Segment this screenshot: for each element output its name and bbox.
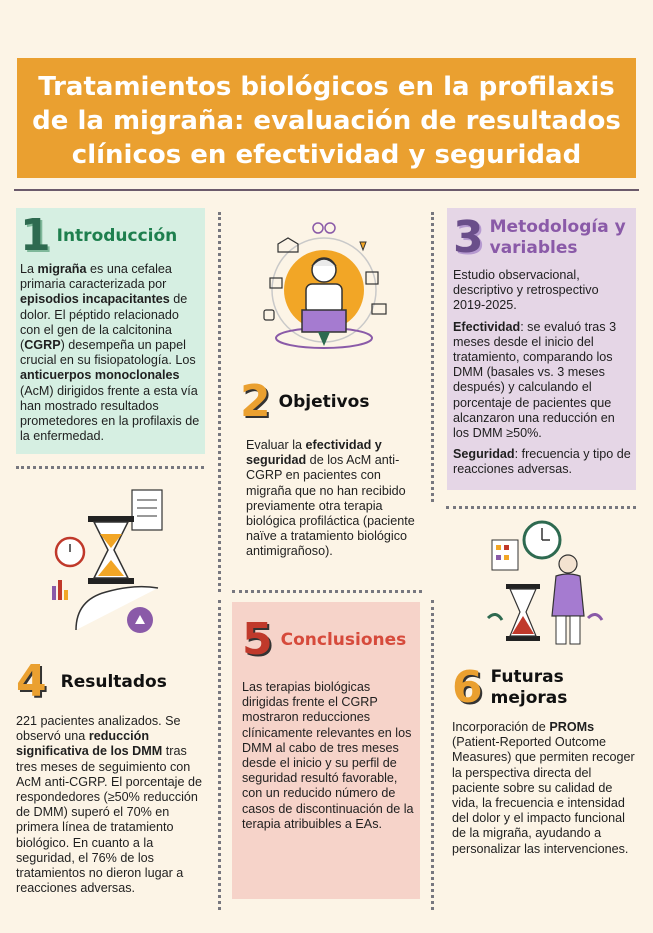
section-heading-metodologia: Metodología y variables [489, 217, 626, 258]
section-text-metodologia [453, 268, 631, 478]
text-segment: Estudio observacional, descriptivo y retrospectivo 2019-2025. [453, 268, 599, 313]
divider-vertical-left-bottom [218, 600, 221, 910]
text-segment: : se evaluó tras 3 meses desde el inicio del tratamiento, comparando los DMM (basales vs. 3 meses después) y calculando el porcentaje de pacientes que alcanzaron una reducción en los DMM ≥50%. [453, 319, 617, 441]
text-segment: Incorporación de [452, 720, 550, 734]
section-futuras-mejoras [452, 662, 638, 902]
paragraph [453, 447, 631, 477]
bold-text-segment: Efectividad [453, 319, 521, 334]
section-text-objetivos [240, 438, 416, 560]
section-number-5: 5 [242, 614, 273, 665]
bold-text-segment: reducción significativa de los DMM [16, 729, 163, 759]
section-text-introduccion [20, 262, 201, 444]
text-segment: 221 pacientes analizados. Se observó una [16, 714, 181, 744]
section-introduccion [16, 208, 205, 454]
text-segment: de los AcM anti-CGRP en pacientes con migraña que no han recibido previamente otra terapia biológica profiláctica (paciente naïve a tratamiento biológico antimigrañoso). [246, 453, 415, 559]
divider-horizontal-middle [232, 590, 422, 593]
section-conclusiones [232, 602, 420, 899]
bold-text-segment: PROMs [549, 720, 595, 734]
bold-text-segment: CGRP [24, 338, 61, 353]
paragraph [453, 320, 631, 442]
section-text-conclusiones [242, 680, 414, 832]
clock-worker-icon [484, 518, 612, 648]
section-text-resultados [16, 714, 206, 896]
bold-text-segment: migraña [37, 262, 87, 276]
text-segment: La [20, 262, 38, 276]
text-segment: (Patient-Reported Outcome Measures) que permiten recoger la perspectiva directa del paciente sobre su calidad de vida, la frecuencia e intensidad del dolor y el impacto funcional de la migraña, ayudando a personalizar las intervenciones. [452, 735, 635, 856]
section-metodologia [447, 208, 636, 490]
text-segment: (AcM) dirigidos frente a esta vía han mostrado resultados prometedores en la profilaxis de la enfermedad. [20, 383, 200, 444]
section-heading-introduccion: Introducción [56, 225, 178, 246]
section-number-1: 1 [20, 210, 51, 261]
section-objetivos [240, 376, 416, 580]
page-title: Tratamientos biológicos en la profilaxis de la migraña: evaluación de resultados clínicos en efectividad y seguridad [32, 72, 621, 170]
paragraph [453, 268, 631, 314]
section-number-3: 3 [453, 212, 484, 263]
office-worker-icon [256, 218, 392, 366]
section-heading-conclusiones: Conclusiones [280, 629, 407, 650]
section-heading-resultados: Resultados [60, 671, 167, 692]
section-heading-futuras: Futuras mejoras [490, 667, 568, 708]
section-number-2: 2 [240, 376, 271, 427]
title-divider [14, 189, 639, 191]
text-segment: tras tres meses de seguimiento con AcM anti-CGRP. El porcentaje de respondedores (≥50% reducción de DMM) superó el 70% en primera línea de tratamiento biológico. En cuanto a la seguridad, el 76% de los tratamientos no dieron lugar a reacciones adversas. [16, 744, 202, 896]
text-segment: de dolor. El péptido relacionado con el gen de la calcitonina ( [20, 292, 188, 353]
text-segment: es una cefalea primaria caracterizada por [20, 262, 172, 292]
section-number-4: 4 [16, 656, 47, 707]
text-segment: ) desempeña un papel crucial en su fisiopatología. Los [20, 338, 196, 368]
bold-text-segment: anticuerpos monoclonales [20, 368, 180, 383]
hourglass-hand-icon [40, 480, 170, 640]
divider-horizontal-right [446, 506, 636, 509]
text-segment: : frecuencia y tipo de reacciones adversas. [453, 447, 631, 477]
divider-horizontal-left [16, 466, 204, 469]
bold-text-segment: efectividad y seguridad [246, 438, 382, 468]
divider-vertical-right-bottom [431, 600, 434, 910]
section-heading-objetivos: Objetivos [278, 391, 370, 412]
section-resultados [16, 656, 206, 900]
divider-vertical-left-top [218, 212, 221, 592]
bold-text-segment: Seguridad [453, 447, 515, 462]
text-segment: Evaluar la [246, 438, 306, 452]
bold-text-segment: episodios incapacitantes [20, 292, 170, 307]
section-text-futuras [452, 720, 638, 857]
title-banner [17, 58, 636, 178]
divider-vertical-right-top [431, 212, 434, 502]
section-number-6: 6 [452, 662, 483, 713]
text-segment: Las terapias biológicas dirigidas frente el CGRP mostraron reducciones clínicamente relevantes en los DMM al cabo de tres meses desde el inicio y su perfil de seguridad resultó favorable, con un reducido número de casos de discontinuación de la terapia atribuibles a EAs. [242, 680, 414, 831]
